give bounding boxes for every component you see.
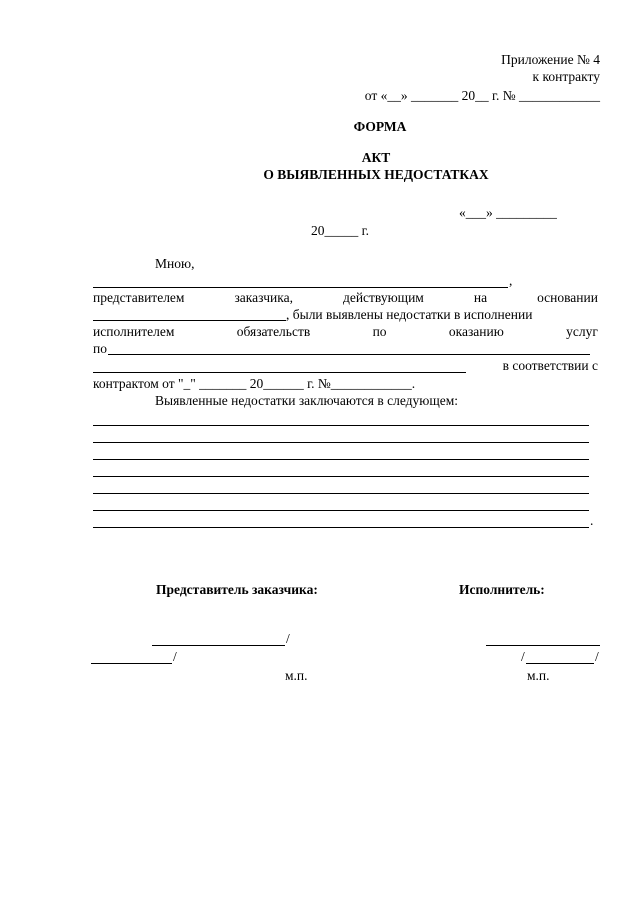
contractor-name-line — [526, 663, 594, 664]
act-subtitle: О ВЫЯВЛЕННЫХ НЕДОСТАТКАХ — [263, 167, 489, 182]
customer-signature-line — [152, 645, 285, 646]
name-comma: , — [509, 273, 513, 288]
act-date-day-month: «___» _________ — [459, 205, 557, 220]
contractor-signature-line — [486, 645, 600, 646]
row3-word: обязательств — [236, 324, 311, 339]
row1-word: на — [473, 290, 488, 305]
row3-word: оказанию — [448, 324, 504, 339]
to-contract-label: к контракту — [532, 69, 600, 84]
act-title: АКТ — [361, 150, 391, 165]
basis-blank-line — [93, 320, 286, 321]
body-row-3 — [93, 324, 598, 340]
body-row-1 — [93, 290, 598, 306]
row1-word: представителем — [93, 290, 185, 305]
defects-line — [93, 493, 589, 494]
defects-line — [93, 476, 589, 477]
body-row-5-tail: в соответствии с — [502, 358, 598, 373]
appendix-label: Приложение № 4 — [501, 52, 600, 67]
contract-ref-text: контрактом от "_" _______ 20______ г. №____________. — [93, 376, 416, 391]
defects-line — [93, 442, 589, 443]
contract-date-ref: от «__» _______ 20__ г. № ____________ — [364, 88, 600, 103]
defects-final-dot: . — [590, 513, 594, 528]
contractor-name-slash-left: / — [521, 649, 525, 664]
customer-name-slash: / — [173, 649, 177, 664]
defects-line — [93, 527, 589, 528]
defects-line — [93, 510, 589, 511]
form-label: ФОРМА — [353, 119, 407, 134]
contractor-name-slash-right: / — [595, 649, 599, 664]
contractor-label: Исполнитель: — [459, 582, 545, 597]
contractor-stamp-label: м.п. — [527, 668, 550, 683]
name-blank-line — [93, 287, 508, 288]
services-blank-line-2 — [93, 372, 466, 373]
by-me-text: Мною, — [155, 256, 195, 271]
customer-signature-slash: / — [286, 631, 290, 646]
row3-word: услуг — [566, 324, 598, 339]
row3-word: по — [372, 324, 387, 339]
row3-word: исполнителем — [93, 324, 175, 339]
row1-word: основании — [537, 290, 598, 305]
customer-rep-label: Представитель заказчика: — [156, 582, 318, 597]
defects-line — [93, 425, 589, 426]
customer-name-line — [91, 663, 172, 664]
row1-word: заказчика, — [234, 290, 293, 305]
defects-line — [93, 459, 589, 460]
body-row-4-prefix: по — [93, 341, 107, 356]
row1-word: действующим — [342, 290, 424, 305]
customer-stamp-label: м.п. — [285, 668, 308, 683]
act-date-year: 20_____ г. — [311, 223, 370, 238]
body-row-2-tail: , были выявлены недостатки в исполнении — [286, 307, 533, 322]
services-blank-line — [108, 354, 590, 355]
defects-intro: Выявленные недостатки заключаются в следующем: — [155, 393, 459, 408]
